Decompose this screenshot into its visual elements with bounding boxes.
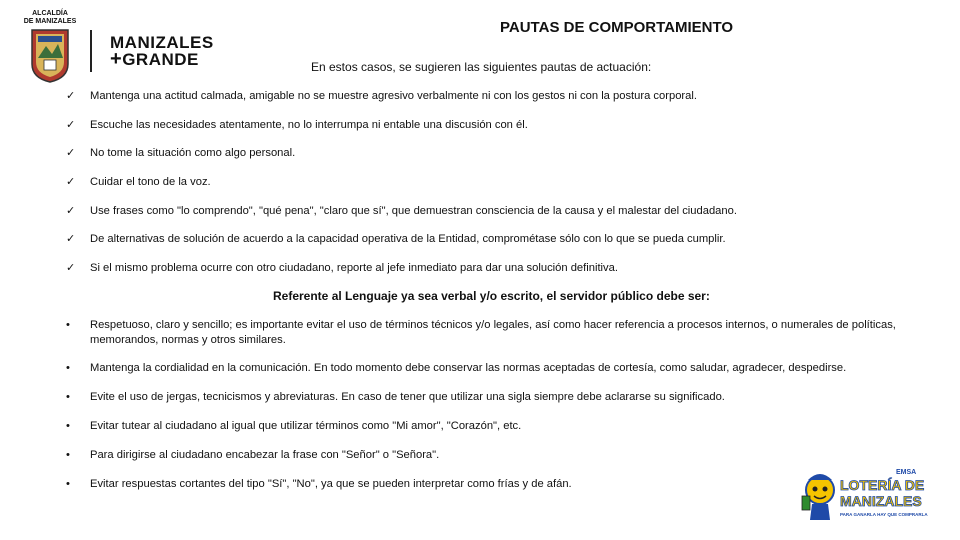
page-title: PAUTAS DE COMPORTAMIENTO [500,19,734,36]
list-item-text: Evite el uso de jergas, tecnicismos y abreviaturas. En caso de tener que utilizar una sigla siempre debe aclararse su significado. [90,391,725,403]
check-icon: ✓ [66,119,76,131]
list-item-text: Para dirigirse al ciudadano encabezar la frase con "Señor" o "Señora". [90,449,440,461]
alcaldia-logo [22,10,78,86]
manizales-grande-logo [110,34,214,68]
loteria-line1: LOTERÍA DE [840,477,925,493]
bullet-icon: • [66,420,70,432]
loteria-small-text: EMSA [896,469,917,476]
loteria-line2: MANIZALES [840,493,922,509]
check-icon: ✓ [66,147,76,159]
list-item-text: De alternativas de solución de acuerdo a la capacidad operativa de la Entidad, comprométase sólo con lo que se pueda cumplir. [90,233,726,245]
list-item-text: Evitar tutear al ciudadano al igual que utilizar términos como "Mi amor", "Corazón", etc. [90,420,522,432]
bullet-icon: • [66,362,70,374]
header-logos [22,10,214,86]
list-item-text: Use frases como "lo comprendo", "qué pena", "claro que sí", que demuestran consciencia de la causa y el malestar del ciudadano. [90,205,737,217]
bullet-icon: • [66,449,70,461]
manizales-logo-line2: GRANDE [122,50,199,69]
list-item-text: Si el mismo problema ocurre con otro ciudadano, reporte al jefe inmediato para dar una solución definitiva. [90,262,618,274]
list-item-text: Mantenga una actitud calmada, amigable no se muestre agresivo verbalmente ni con los gestos ni con la postura corporal. [90,90,697,102]
alcaldia-logo-line2: DE MANIZALES [23,18,77,25]
manizales-logo-line1: MANIZALES [110,33,214,52]
bullet-icon: • [66,391,70,403]
section-heading: Referente al Lenguaje ya sea verbal y/o escrito, el servidor público debe ser: [273,289,710,303]
check-icon: ✓ [66,262,76,274]
list-item-text: Escuche las necesidades atentamente, no lo interrumpa ni entable una discusión con él. [90,119,528,131]
alcaldia-logo-line1: ALCALDÍA [32,10,68,17]
check-icon: ✓ [66,176,76,188]
check-icon: ✓ [66,233,76,245]
list-item-text: Evitar respuestas cortantes del tipo "Sí", "No", ya que se pueden interpretar como frías y de afán. [90,478,572,490]
loteria-tagline: PARA GANARLA HAY QUE COMPRARLA [840,512,928,517]
list-item-text: Respetuoso, claro y sencillo; es importante evitar el uso de términos técnicos y/o legales, así como hacer referencia a procesos internos, o numerales de políticas, memorandos, normas y otros similares. [90,319,896,346]
list-item-text: Mantenga la cordialidad en la comunicación. En todo momento debe conservar las normas aceptadas de cortesía, como saludar, agradecer, despedirse. [90,362,847,374]
bullet-icon: • [66,478,70,490]
check-icon: ✓ [66,90,76,102]
plus-icon: + [110,48,123,70]
list-item-text: Cuidar el tono de la voz. [90,176,211,188]
list-item-text: No tome la situación como algo personal. [90,147,296,159]
check-icon: ✓ [66,205,76,217]
coat-of-arms-icon [30,28,70,84]
logo-divider [90,30,92,72]
bullet-icon: • [66,319,70,331]
page-subtitle: En estos casos, se sugieren las siguientes pautas de actuación: [311,60,652,74]
loteria-de-manizales-logo [800,466,938,522]
